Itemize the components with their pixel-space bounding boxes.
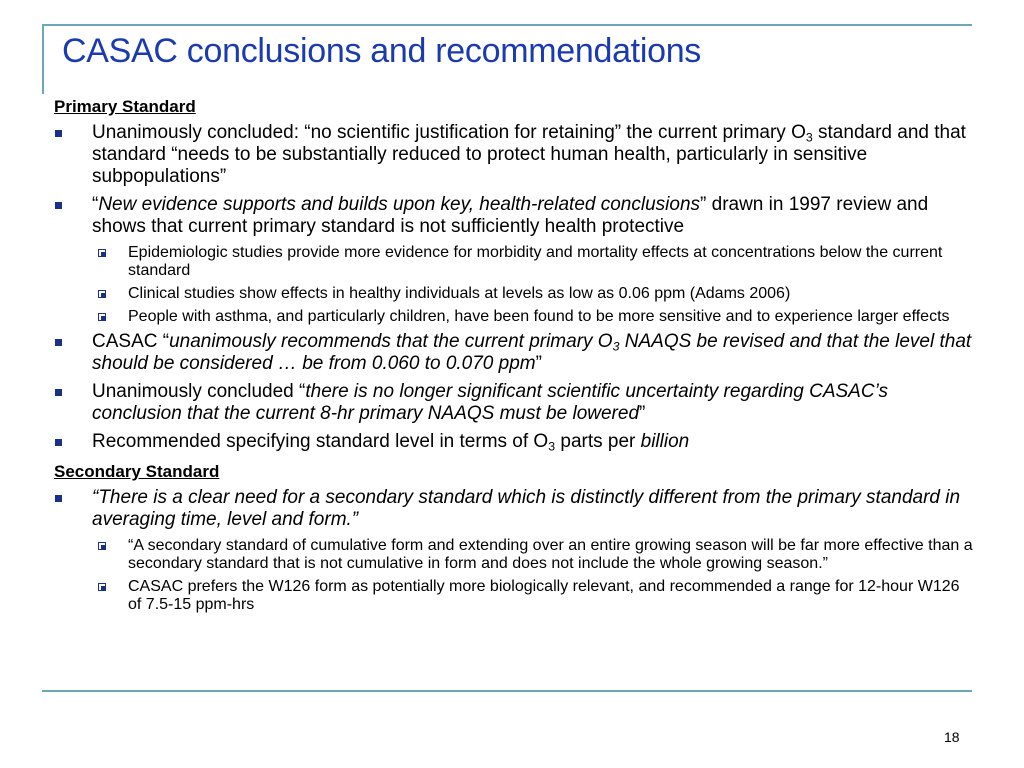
bullet-text: standard and that standard “needs to be substantially reduced to protect human health, particularly in sensitive subpopulations” [92, 122, 966, 187]
subscript: 3 [548, 439, 556, 454]
subscript: 3 [612, 339, 620, 354]
bullet-text: parts per [555, 431, 641, 452]
quote-text: “There is a clear need for a secondary standard which is distinctly different from the primary standard in averaging time, level and form.” [92, 487, 961, 530]
quote-text: unanimously recommends that the current primary O [169, 331, 613, 352]
secondary-standard-heading: Secondary Standard [54, 462, 220, 481]
bullet-text: Unanimously concluded “ [92, 381, 306, 402]
square-bullet-icon [55, 439, 62, 446]
primary-sub-bullet-1 [54, 244, 974, 280]
quote-text: New evidence supports and builds upon key, health-related conclusions [98, 194, 701, 215]
hollow-square-bullet-icon [98, 290, 106, 298]
bullet-text: CASAC “ [92, 331, 170, 352]
square-bullet-icon [55, 339, 62, 346]
bullet-text: ” [535, 353, 542, 374]
primary-sub-bullet-3 [54, 308, 974, 326]
hollow-square-bullet-icon [98, 249, 106, 257]
slide-content [54, 96, 974, 619]
bullet-text: ” drawn in 1997 review and shows that current primary standard is not sufficiently health protective [92, 194, 929, 237]
sub-bullet-text: People with asthma, and particularly children, have been found to be more sensitive and to experience larger effects [128, 308, 950, 325]
primary-bullet-3 [54, 331, 974, 375]
square-bullet-icon [55, 495, 62, 502]
sub-bullet-text: “A secondary standard of cumulative form and extending over an entire growing season will be far more effective than a secondary standard that is not cumulative in form and does not include the whole growing season.” [128, 537, 973, 572]
primary-bullet-1 [54, 122, 974, 188]
bullet-text: Unanimously concluded: “no scientific justification for retaining” the current primary O [92, 122, 806, 143]
top-rule [42, 24, 972, 26]
secondary-sub-bullet-1 [54, 537, 974, 573]
sub-bullet-text: CASAC prefers the W126 form as potentially more biologically relevant, and recommended a range for 12-hour W126 of 7.5-15 ppm-hrs [128, 578, 960, 613]
bullet-text: “ [92, 194, 99, 215]
sub-bullet-text: Clinical studies show effects in healthy individuals at levels as low as 0.06 ppm (Adams 2006) [128, 285, 791, 302]
hollow-square-bullet-icon [98, 313, 106, 321]
quote-text: NAAQS be revised and that the level that should be considered … be from 0.060 to 0.070 ppm [92, 331, 972, 374]
square-bullet-icon [55, 130, 62, 137]
primary-bullet-5 [54, 431, 974, 453]
secondary-bullet-1 [54, 487, 974, 531]
subscript: 3 [805, 130, 813, 145]
page-number: 18 [944, 729, 960, 745]
primary-bullet-2 [54, 194, 974, 238]
bullet-text: Recommended specifying standard level in terms of O [92, 431, 549, 452]
hollow-square-bullet-icon [98, 542, 106, 550]
emphasis-text: billion [640, 431, 690, 452]
left-rule [42, 24, 44, 94]
primary-sub-bullet-2 [54, 285, 974, 303]
sub-bullet-text: Epidemiologic studies provide more evidence for morbidity and mortality effects at concentrations below the current standard [128, 244, 943, 279]
slide-title: CASAC conclusions and recommendations [62, 32, 702, 70]
primary-standard-heading: Primary Standard [54, 97, 196, 116]
square-bullet-icon [55, 202, 62, 209]
secondary-sub-bullet-2 [54, 578, 974, 614]
square-bullet-icon [55, 389, 62, 396]
hollow-square-bullet-icon [98, 583, 106, 591]
quote-text: there is no longer significant scientific uncertainty regarding CASAC’s conclusion that the current 8-hr primary NAAQS must be lowered [92, 381, 888, 424]
bullet-text: ” [639, 403, 646, 424]
bottom-rule [42, 690, 972, 692]
primary-bullet-4 [54, 381, 974, 425]
